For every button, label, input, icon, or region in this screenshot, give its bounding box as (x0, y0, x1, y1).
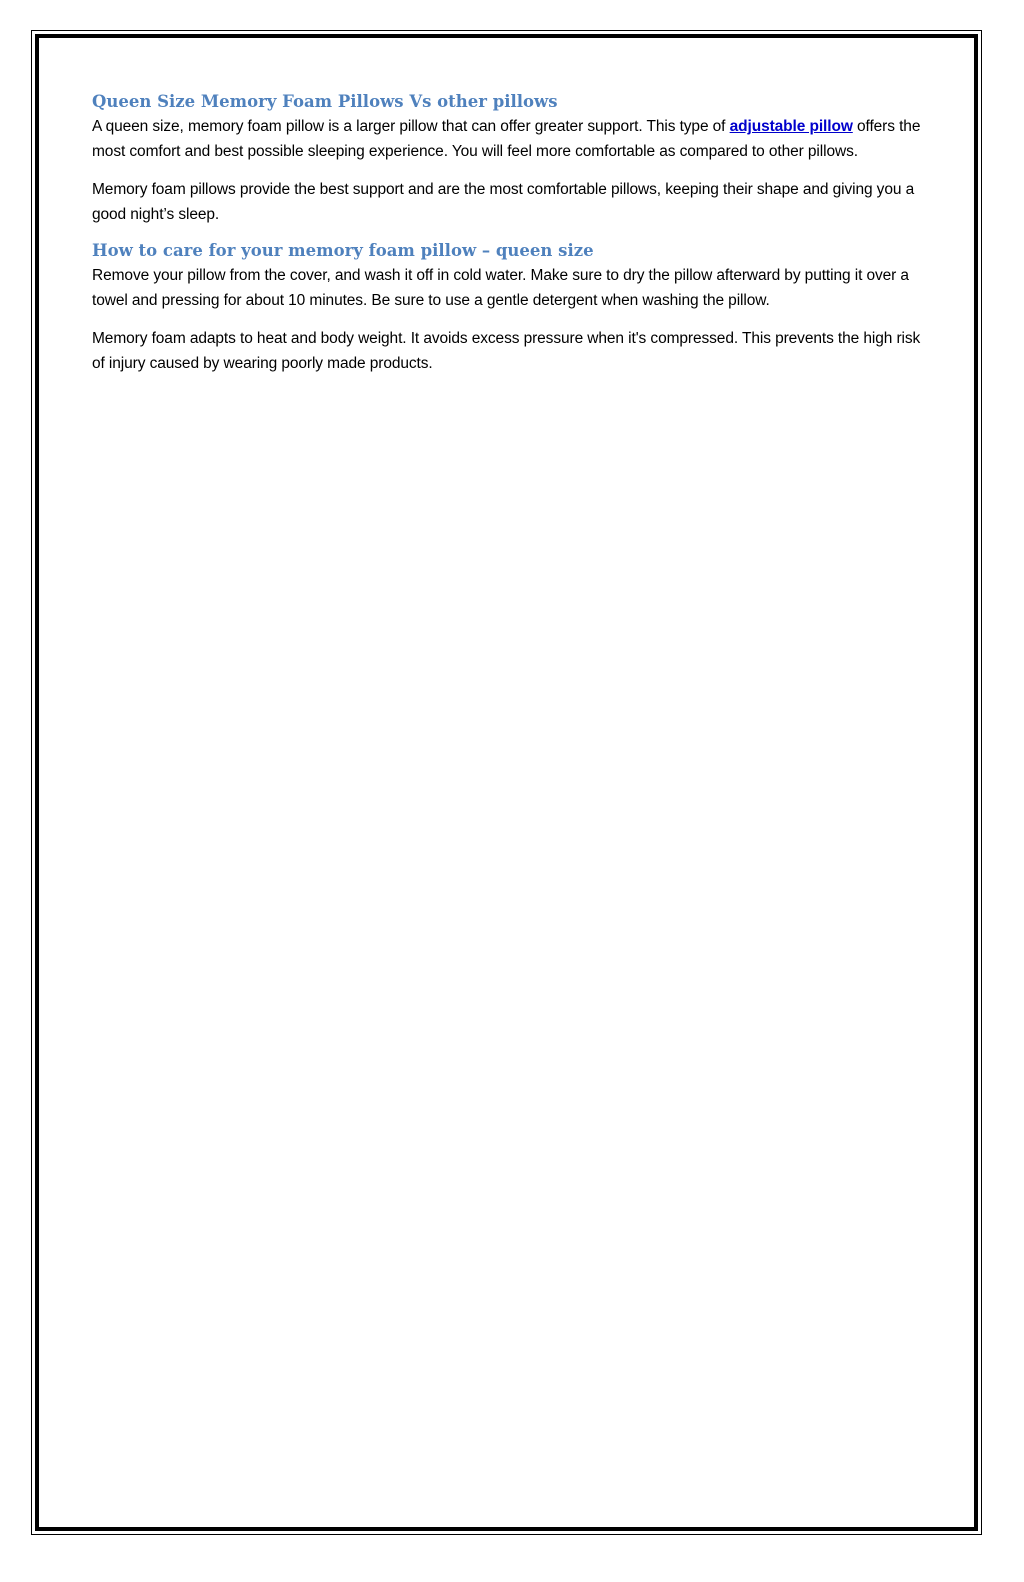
paragraph-adapts: Memory foam adapts to heat and body weight. It avoids excess pressure when it's compressed. This prevents the high risk of injury caused by wearing poorly made products. (92, 329, 921, 373)
paragraph-intro-text-end: offers the most comfort and best possible sleeping experience. You will feel more comfortable as compared to other pillows. (92, 118, 921, 161)
paragraph-support: Memory foam pillows provide the best support and are the most comfortable pillows, keeping their shape and giving you a good night’s sleep. (92, 180, 915, 223)
section-heading-comparison: Queen Size Memory Foam Pillows Vs other pillows (92, 92, 558, 111)
adjustable-pillow-link[interactable]: adjustable pillow (729, 118, 853, 135)
paragraph-intro-text-start: A queen size, memory foam pillow is a larger pillow that can offer greater support. This type of (92, 118, 730, 135)
document-body (92, 90, 924, 388)
paragraph-washing: Remove your pillow from the cover, and wash it off in cold water. Make sure to dry the pillow afterward by putting it over a towel and pressing for about 10 minutes. Be sure to use a gentle detergent when washing the pillow. (92, 267, 909, 310)
paragraph-intro (92, 114, 924, 165)
section-heading-care: How to care for your memory foam pillow – queen size (92, 241, 594, 261)
